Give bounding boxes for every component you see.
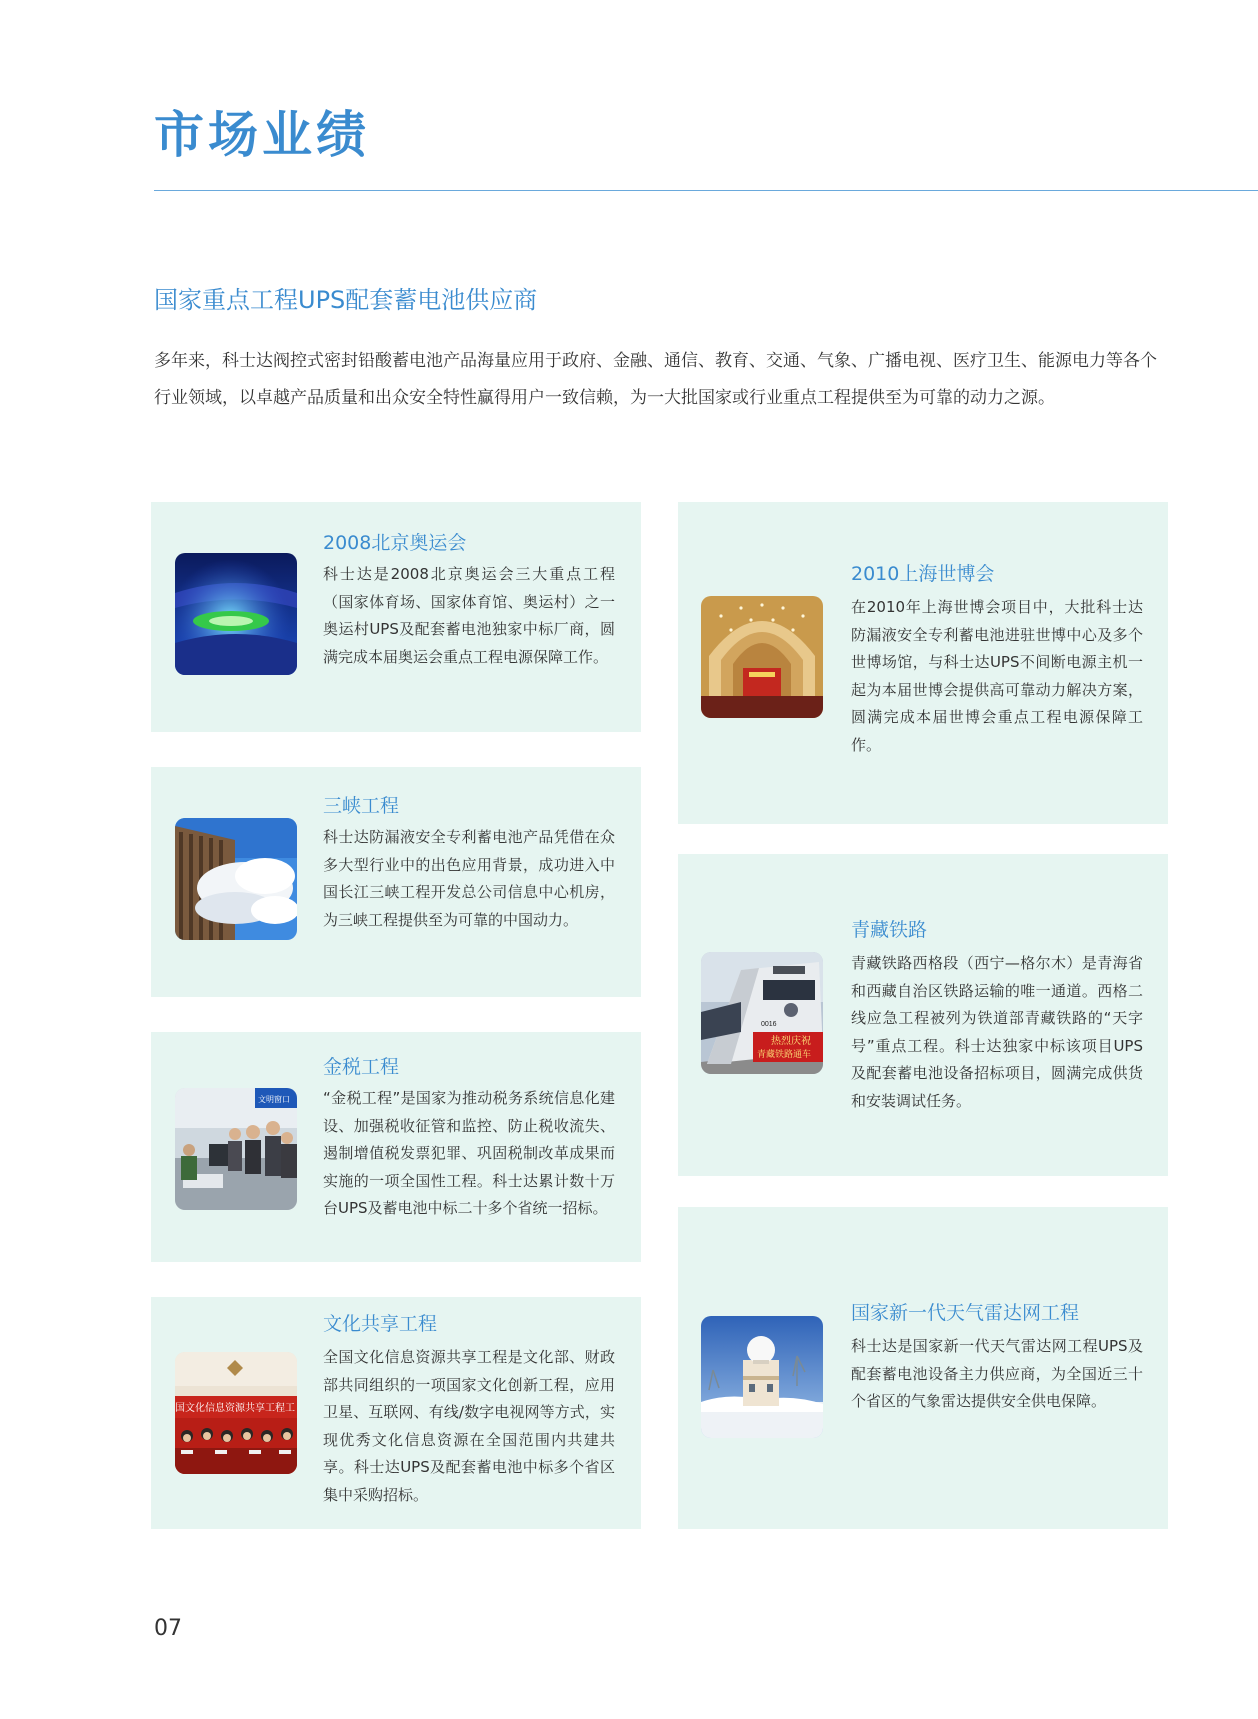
meeting-photo-art [175, 1352, 297, 1474]
card-title: 2008北京奥运会 [323, 532, 467, 554]
tax-office-sign-text: 文明窗口 [258, 1095, 290, 1104]
card-title: 青藏铁路 [851, 919, 928, 941]
card-weather-radar [678, 1207, 1168, 1529]
card-title: 文化共享工程 [323, 1313, 438, 1335]
card-title: 2010上海世博会 [851, 563, 995, 585]
section-heading: 国家重点工程UPS配套蓄电池供应商 [154, 286, 538, 314]
train-photo-art [701, 952, 823, 1074]
train-banner-line1: 热烈庆祝 [771, 1036, 811, 1047]
dam-photo-art [175, 818, 297, 940]
train-photo [701, 952, 823, 1074]
card-title: 国家新一代天气雷达网工程 [851, 1302, 1080, 1324]
card-cultural-sharing [151, 1297, 641, 1529]
intro-paragraph: 多年来，科士达阀控式密封铅酸蓄电池产品海量应用于政府、金融、通信、教育、交通、气象、广播电视、医疗卫生、能源电力等各个行业领域，以卓越产品质量和出众安全特性赢得用户一致信赖，为一大批国家或行业重点工程提供至为可靠的动力之源。 [154, 351, 1157, 408]
page-title: 市场业绩 [154, 106, 370, 164]
card-text: 科士达是国家新一代天气雷达网工程UPS及配套蓄电池设备主力供应商，为全国近三十个省区的气象雷达提供安全供电保障。 [851, 1337, 1143, 1410]
meeting-banner-text: 国文化信息资源共享工程工 [175, 1403, 295, 1414]
tax-office-photo [175, 1088, 297, 1210]
radar-photo [701, 1316, 823, 1438]
card-text: 全国文化信息资源共享工程是文化部、财政部共同组织的一项国家文化创新工程，应用卫星、互联网、有线/数字电视网等方式，实现优秀文化信息资源在全国范围内共建共享。科士达UPS及配套蓄电池中标多个省区集中采购招标。 [323, 1348, 615, 1504]
meeting-photo [175, 1352, 297, 1474]
card-text: “金税工程”是国家为推动税务系统信息化建设、加强税收征管和监控、防止税收流失、遏制增值税发票犯罪、巩固税制改革成果而实施的一项全国性工程。科士达累计数十万台UPS及蓄电池中标二十多个省统一招标。 [323, 1089, 615, 1217]
card-title: 三峡工程 [323, 795, 400, 817]
card-text: 科士达是2008北京奥运会三大重点工程（国家体育场、国家体育馆、奥运村）之一奥运村UPS及配套蓄电池独家中标厂商，圆满完成本届奥运会重点工程电源保障工作。 [323, 565, 615, 666]
auditorium-photo [701, 596, 823, 718]
card-text: 在2010年上海世博会项目中，大批科士达防漏液安全专利蓄电池进驻世博中心及多个世博场馆，与科士达UPS不间断电源主机一起为本届世博会提供高可靠动力解决方案，圆满完成本届世博会重点工程电源保障工作。 [851, 598, 1143, 754]
card-text: 青藏铁路西格段（西宁—格尔木）是青海省和西藏自治区铁路运输的唯一通道。西格二线应急工程被列为铁道部青藏铁路的“天字号”重点工程。科士达独家中标该项目UPS及配套蓄电池设备招标项目，圆满完成供货和安装调试任务。 [851, 954, 1143, 1110]
card-beijing-olympics [151, 502, 641, 732]
stadium-photo-art [175, 553, 297, 675]
train-number-text: 0016 [761, 1021, 777, 1028]
tax-office-photo-art [175, 1088, 297, 1210]
card-title: 金税工程 [323, 1056, 400, 1078]
stadium-photo [175, 553, 297, 675]
auditorium-photo-art [701, 596, 823, 718]
card-three-gorges [151, 767, 641, 997]
card-text: 科士达防漏液安全专利蓄电池产品凭借在众多大型行业中的出色应用背景，成功进入中国长江三峡工程开发总公司信息中心机房，为三峡工程提供至为可靠的中国动力。 [323, 828, 615, 929]
title-divider [154, 190, 1258, 191]
card-golden-tax [151, 1032, 641, 1262]
train-banner-line2: 青藏铁路通车 [757, 1050, 812, 1060]
dam-photo [175, 818, 297, 940]
radar-photo-art [701, 1316, 823, 1438]
card-shanghai-expo [678, 502, 1168, 824]
page-number: 07 [154, 1616, 182, 1641]
card-qinghai-tibet-railway [678, 854, 1168, 1176]
